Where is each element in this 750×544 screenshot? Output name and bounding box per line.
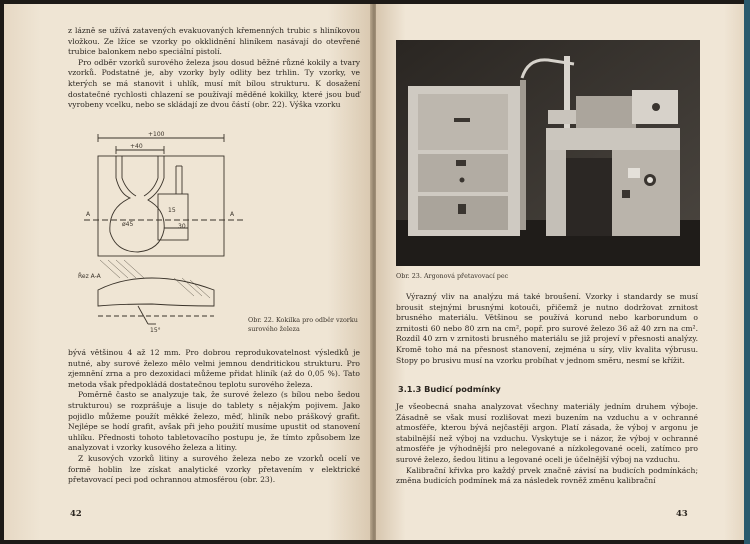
paragraph-top: z lázně se užívá zatavených evakuovaných křemenných trubic s hliníkovou vložkou. Ze lžíce se vzorky po okklidnění hliníkem nasávají do otevřené trubice balonkem nebo speciální pistolí. — [68, 26, 360, 57]
right-page — [376, 4, 746, 540]
furnace-photo — [396, 40, 700, 266]
right-text-top — [396, 292, 698, 366]
paragraph-2: Pro odběr vzorků surového železa jsou dosud běžné různé kokily a tvary vzorků. Podstatné je, aby vzorky byly odlity bez trhlin. Ty vzorky, ve kterých se má stanovit i uhlík, musí mít bílou strukturu. K dosažení dostatečné rychlosti chlazení se používají měděné kokilky, které jsou buď vyrobeny vcelku, nebo se skládají ze dvou částí (obr. 22). Výška vzorku — [68, 57, 360, 110]
paragraph-3: bývá většinou 4 až 12 mm. Pro dobrou reprodukovatelnost výsledků je nutné, aby surové železo mělo velmi jemnou dendritickou strukturu. Pro zjemnění zrna a pro dezoxidaci můžeme přidat hliník (až do 0,05 %). Tato metoda však předpokládá dostatečnou teplotu surového železa. — [68, 348, 360, 389]
section-label: Řez A-A — [78, 273, 101, 280]
section-a-left-label: A — [86, 211, 91, 218]
right-paragraph-2: Je všeobecná snaha analyzovat všechny materiály jedním druhem výboje. Zásadně se však musí rozlišovat mezi buzením na vzduchu a v ochranné atmosféře, kterou bývá nejčastěji argon. Platí zásada, že výboj v argonu je stabilnější než výboj na vzduchu. Vyskytuje se i názor, že výboj v ochranné atmosféře je výhodnější pro nelegované a nízkolegované oceli, zatímco pro surové železo, šedou litinu a legované oceli je účelnější výboj na vzduchu. — [396, 402, 698, 464]
dim-inner-label: +40 — [130, 143, 143, 150]
section-a-right-label: A — [230, 211, 235, 218]
figure-23-caption: Obr. 23. Argonová přetavovací pec — [396, 272, 509, 280]
left-text-top — [68, 26, 360, 111]
paragraph-5: Z kusových vzorků litiny a surového železa nebo ze vzorků ocelí ve formě hoblin lze získat analytické vzorky přetavením v elektrické přetavovací peci pod ochrannou atmosférou (obr. 23). — [68, 453, 360, 485]
dim-30-label: 30 — [178, 223, 186, 230]
section-heading: 3.1.3 Budicí podmínky — [398, 384, 501, 394]
right-page-number: 43 — [676, 508, 688, 518]
dim-15-label: 15 — [168, 207, 176, 214]
right-paragraph-1: Výrazný vliv na analýzu má také broušení. Vzorky i standardy se musí brousit stejnými brusnými kotouči, přičemž je nutno dodržovat zrnitost brusného materiálu. Většinou se používá korund nebo karborundum o zrnitosti 60 nebo 80 zrn na cm², popř. pro surové železo 36 až 40 zrn na cm². Rozdíl 40 zrn v zrnitosti brusného materiálu se již projeví v přesnosti analýzy. Kromě toho má na přesnost stanovení, zejména u síry, vliv kvalita výbrusu. Stopy po brusivu musí na vzorku probíhat v jednom směru, nesmí se křížit. — [396, 292, 698, 365]
dim-top-label: +100 — [148, 131, 165, 138]
right-text-bottom — [396, 402, 698, 487]
book-cover-edge — [744, 0, 750, 544]
dim-diam-label: ø45 — [122, 221, 134, 228]
left-page — [4, 4, 372, 540]
right-paragraph-3: Kalibrační křivka pro každý prvek značně závisí na budicích podmínkách; změna budicích podmínek má za následek rovněž změnu kalibrační — [396, 465, 698, 486]
paragraph-4: Poměrně často se analyzuje tak, že surové železo (s bílou nebo šedou strukturou) se rozprášuje a lisuje do tablety s nějakým pojivem. Jako pojidlo můžeme použít měkké železo, měď, hliník nebo práškový grafit. Nejlépe se hodí grafit, avšak při jeho použití musíme upustit od stanovení uhlíku. Přednosti tohoto tabletovacího postupu je, že tímto způsobem lze analyzovat i vzorky kusového železa a litiny. — [68, 390, 360, 453]
left-page-number: 42 — [70, 508, 82, 518]
left-text-bottom — [68, 348, 360, 486]
angle-label: 15° — [150, 327, 161, 334]
furnace-photo-image — [396, 40, 700, 266]
book-spread — [4, 4, 746, 540]
mold-drawing — [64, 128, 244, 338]
figure-22-caption: Obr. 22. Kokilka pro odběr vzorku surového železa — [248, 316, 358, 333]
